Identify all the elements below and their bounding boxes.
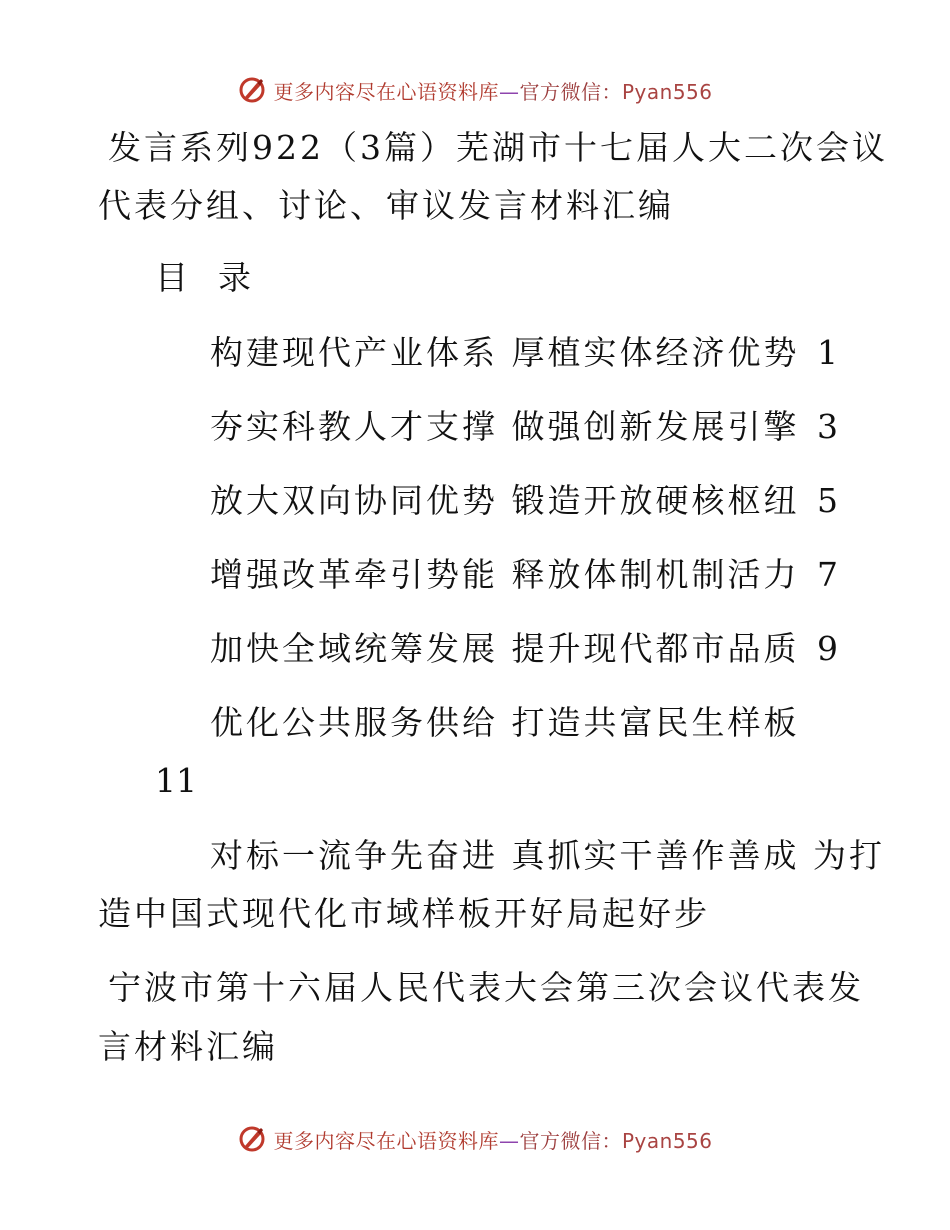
banner-wechat-id: Pyan556 xyxy=(621,79,713,104)
toc-item-page: 5 xyxy=(817,481,838,520)
toc-item-page: 9 xyxy=(817,629,838,668)
toc-item-title-wrapped[interactable]: 优化公共服务供给 打造共富民生样板 xyxy=(210,703,800,742)
toc-item-title: 构建现代产业体系 厚植实体经济优势 xyxy=(210,333,800,372)
banner-wechat-label: 官方微信： xyxy=(519,1128,622,1153)
pen-logo-icon xyxy=(237,75,267,105)
banner-dash: — xyxy=(498,1128,520,1153)
footer-banner xyxy=(0,1119,950,1159)
toc-item-page: 1 xyxy=(817,333,838,372)
toc-item[interactable] xyxy=(210,555,838,595)
toc-item-page: 7 xyxy=(817,555,838,594)
toc-item-title: 加快全域统筹发展 提升现代都市品质 xyxy=(210,629,800,668)
subtitle-line2: 言材料汇编 xyxy=(98,1027,278,1066)
pen-logo-icon xyxy=(237,1124,267,1154)
toc-item-page-wrapped: 11 xyxy=(155,761,197,800)
toc-item-title: 夯实科教人才支撑 做强创新发展引擎 xyxy=(210,407,800,446)
subtitle-line1: 宁波市第十六届人民代表大会第三次会议代表发 xyxy=(108,968,864,1007)
section-heading-line1: 对标一流争先奋进 真抓实干善作善成 为打 xyxy=(210,836,885,875)
banner-wechat-id: Pyan556 xyxy=(621,1128,713,1153)
banner-site-text: 更多内容尽在心语资料库 xyxy=(273,79,499,104)
toc-item-title: 放大双向协同优势 锻造开放硬核枢纽 xyxy=(210,481,800,520)
document-title-line1: 发言系列922（3篇）芜湖市十七届人大二次会议 xyxy=(108,128,888,167)
header-banner xyxy=(0,70,950,110)
document-title-line2: 代表分组、讨论、审议发言材料汇编 xyxy=(98,186,674,225)
toc-item[interactable] xyxy=(210,333,838,373)
toc-item[interactable] xyxy=(210,629,838,669)
toc-item-page: 3 xyxy=(817,407,838,446)
toc-item-title: 增强改革牵引势能 释放体制机制活力 xyxy=(210,555,800,594)
toc-item[interactable] xyxy=(210,407,838,447)
banner-wechat-label: 官方微信： xyxy=(519,79,622,104)
section-heading-line2: 造中国式现代化市域样板开好局起好步 xyxy=(98,894,710,933)
banner-text xyxy=(273,76,712,105)
toc-item[interactable] xyxy=(210,481,838,521)
banner-dash: — xyxy=(498,79,520,104)
banner-text xyxy=(273,1125,712,1154)
toc-heading: 目 录 xyxy=(155,258,254,297)
banner-site-text: 更多内容尽在心语资料库 xyxy=(273,1128,499,1153)
